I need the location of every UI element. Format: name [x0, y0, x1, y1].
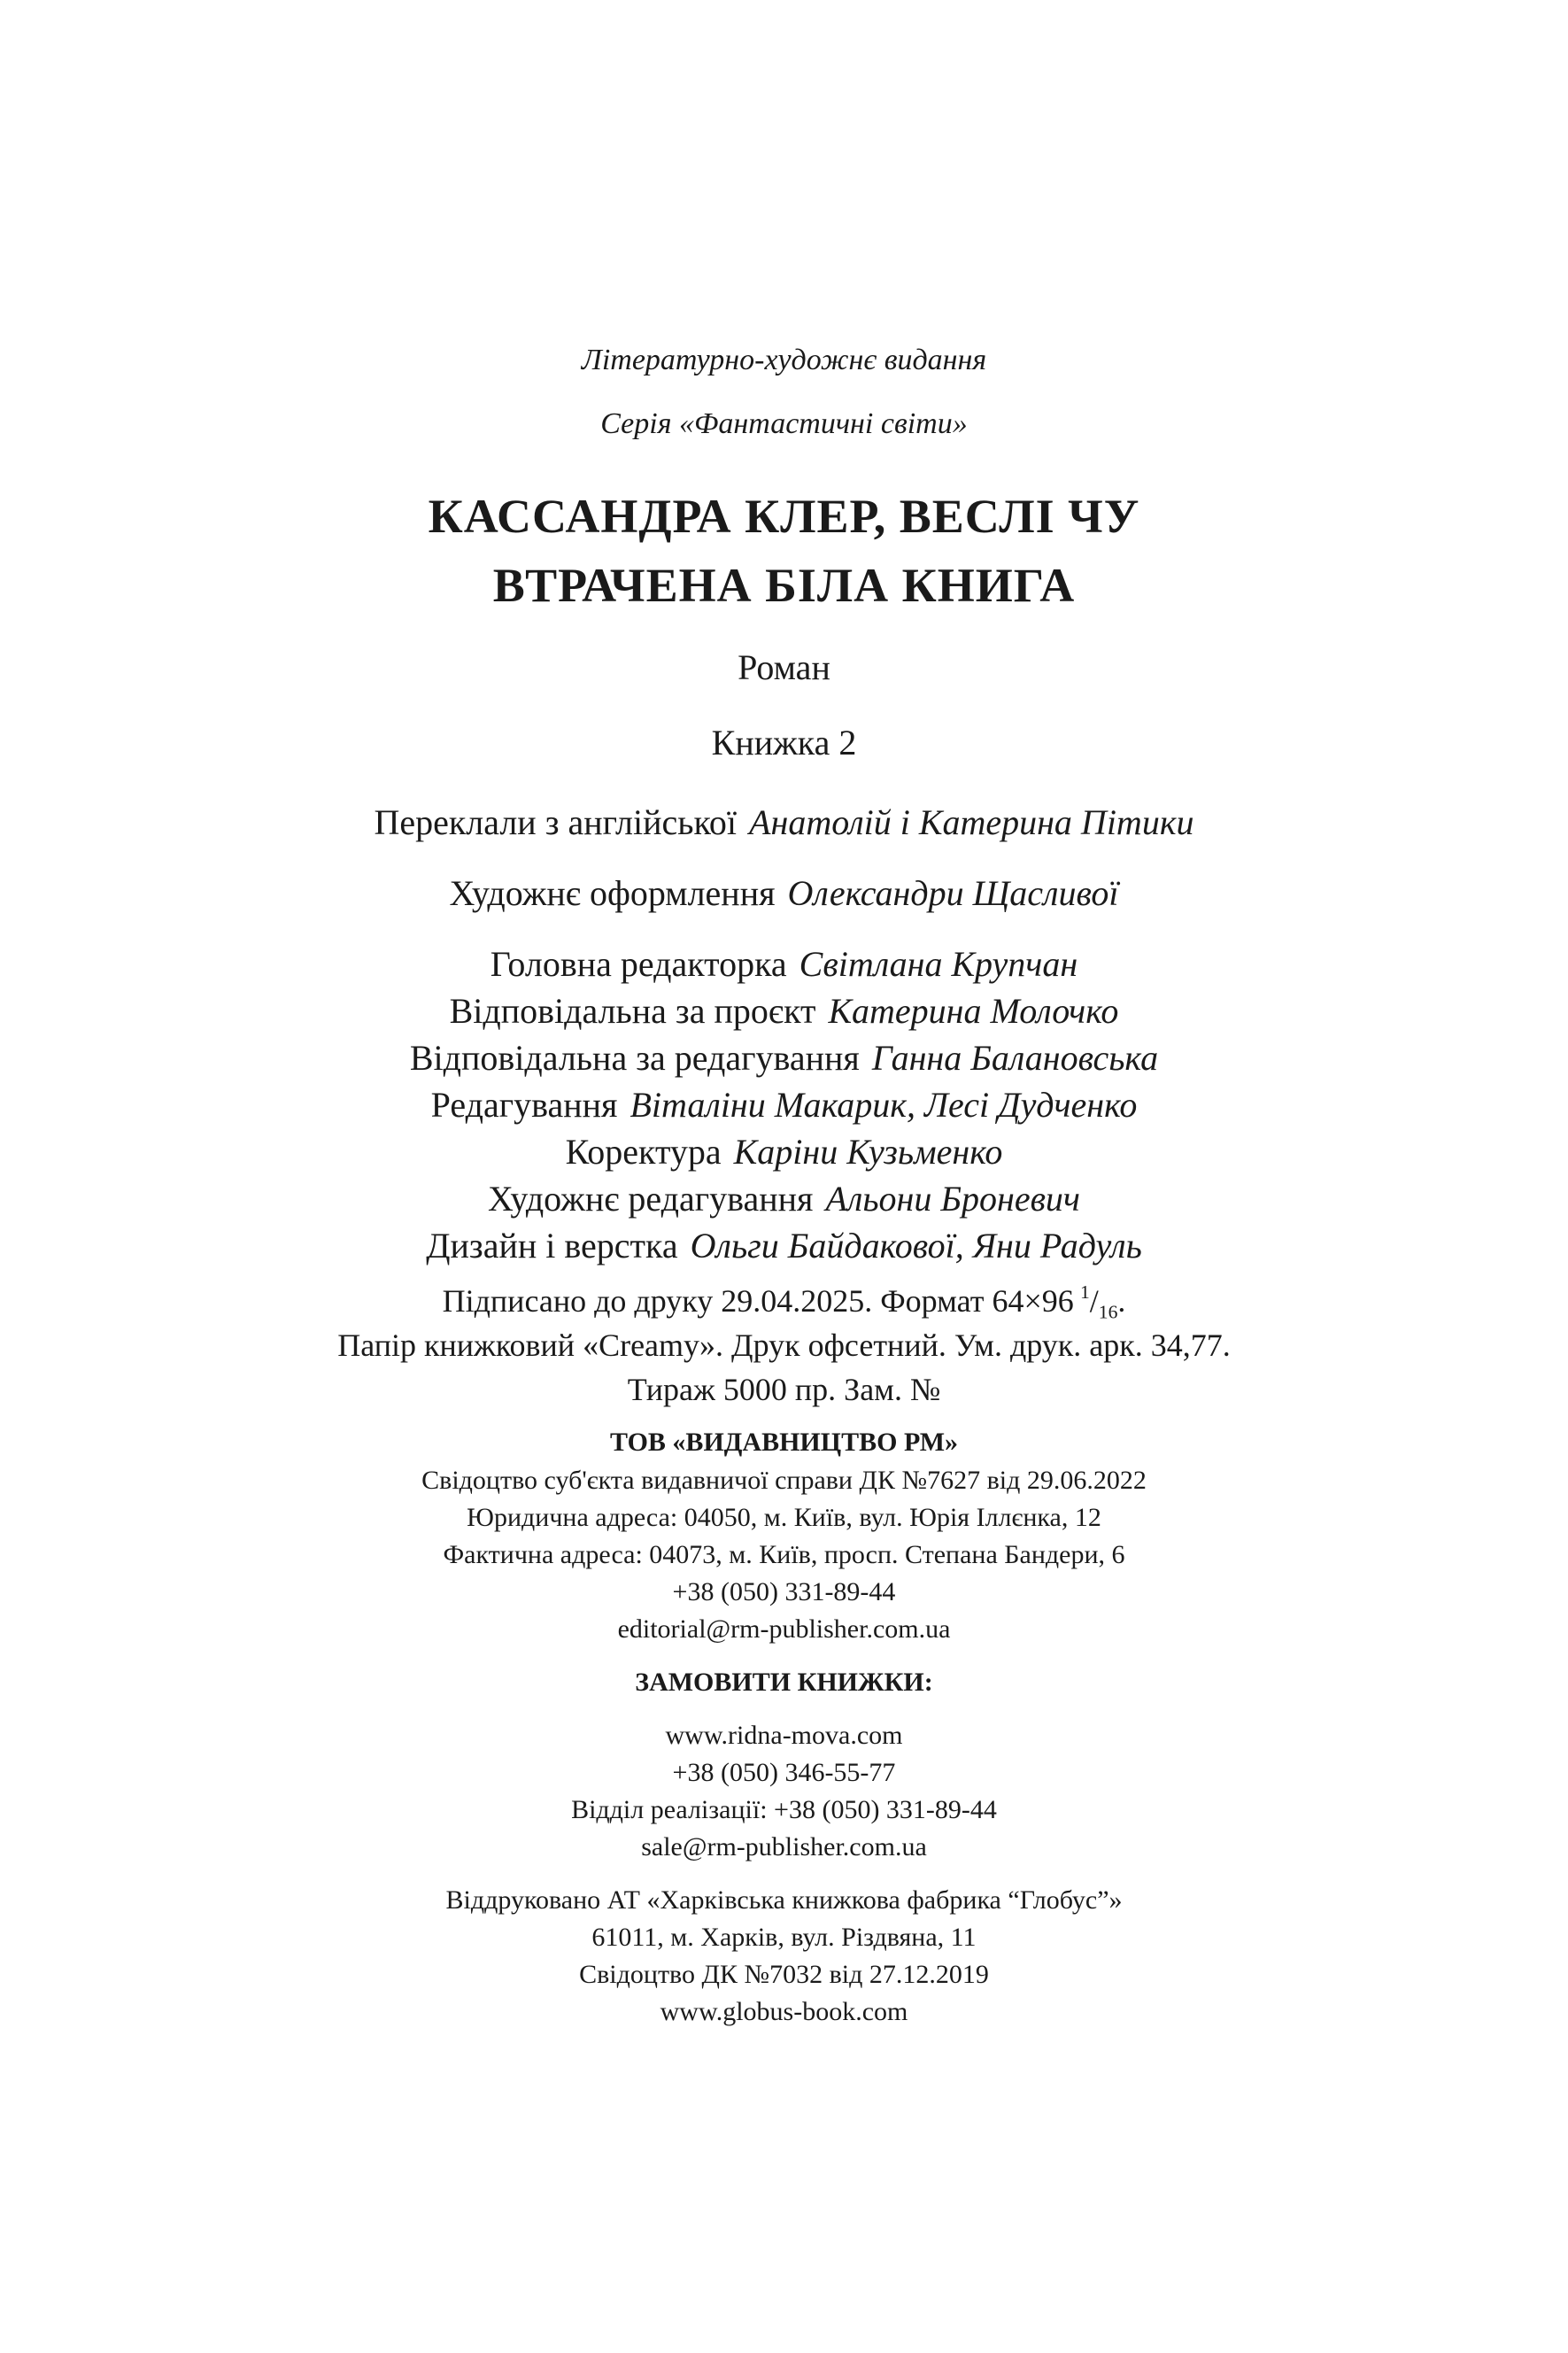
printer-certificate: Свідоцтво ДК №7032 від 27.12.2019: [579, 1960, 989, 1989]
staff-credit: [0, 990, 1568, 1032]
staff-label: Художнє редагування: [487, 1179, 814, 1219]
staff-label: Коректура: [565, 1132, 722, 1172]
staff-names: Ганна Балановська: [871, 1038, 1159, 1078]
edition-type: Літературно-художнє видання: [581, 344, 987, 376]
staff-credit: [0, 1084, 1568, 1126]
staff-names: Катерина Молочко: [828, 991, 1119, 1031]
printer-address: 61011, м. Харків, вул. Різдвяна, 11: [591, 1923, 977, 1952]
print-specs-line-1: Підписано до друку 29.04.2025. Формат 64×96 $^1/_{16}$.: [442, 1281, 1126, 1323]
publisher-phone: +38 (050) 331-89-44: [672, 1577, 896, 1606]
print-run: Тираж 5000 пр. Зам. №: [627, 1372, 941, 1407]
art-design-credit: [0, 872, 1568, 914]
orders-sales-phone: Відділ реалізації: +38 (050) 331-89-44: [571, 1795, 997, 1824]
orders-email: sale@rm-publisher.com.ua: [641, 1832, 927, 1862]
printer-name: Віддруковано АТ «Харківська книжкова фабрика “Глобус”»: [445, 1885, 1123, 1915]
staff-names: Альони Броневич: [825, 1179, 1081, 1219]
staff-label: Головна редакторка: [490, 944, 787, 984]
art-design-names: Олександри Щасливої: [787, 873, 1119, 913]
staff-credit: [0, 1225, 1568, 1266]
publisher-actual-address: Фактична адреса: 04073, м. Київ, просп. Степана Бандери, 6: [443, 1540, 1125, 1569]
staff-names: Каріни Кузьменко: [733, 1132, 1003, 1172]
staff-credit: [0, 943, 1568, 985]
orders-website: www.ridna-mova.com: [665, 1721, 903, 1750]
staff-names: Світлана Крупчан: [799, 944, 1078, 984]
art-design-label: Художнє оформлення: [449, 873, 776, 913]
orders-heading: ЗАМОВИТИ КНИЖКИ:: [635, 1668, 933, 1697]
translators-names: Анатолій і Катерина Пітики: [749, 802, 1194, 842]
translators-label: Переклали з англійської: [374, 802, 738, 842]
staff-label: Редагування: [430, 1085, 618, 1125]
publisher-certificate: Свідоцтво суб'єкта видавничої справи ДК №7627 від 29.06.2022: [421, 1466, 1147, 1495]
staff-label: Дизайн і верстка: [426, 1226, 678, 1266]
print-specs-line-2: Папір книжковий «Creamy». Друк офсетний. Ум. друк. арк. 34,77.: [337, 1327, 1231, 1363]
volume-number: Книжка 2: [711, 723, 857, 762]
printer-website: www.globus-book.com: [660, 1997, 908, 2026]
staff-credit: [0, 1178, 1568, 1219]
book-title: ВТРАЧЕНА БІЛА КНИГА: [492, 559, 1076, 612]
book-authors: КАССАНДРА КЛЕР, ВЕСЛІ ЧУ: [428, 490, 1140, 543]
format-numerator: 1: [1079, 1281, 1090, 1303]
format-end: .: [1117, 1283, 1126, 1319]
signed-and-format: Підписано до друку 29.04.2025. Формат 64×96: [442, 1283, 1074, 1319]
staff-names: Віталіни Макарик, Лесі Дудченко: [630, 1085, 1138, 1125]
publisher-name: ТОВ «ВИДАВНИЦТВО РМ»: [609, 1428, 959, 1457]
translators-credit: [0, 801, 1568, 843]
staff-label: Відповідальна за проєкт: [449, 991, 816, 1031]
genre: Роман: [738, 647, 830, 687]
staff-label: Відповідальна за редагування: [409, 1038, 860, 1078]
staff-credit: [0, 1131, 1568, 1173]
publisher-legal-address: Юридична адреса: 04050, м. Київ, вул. Юрія Іллєнка, 12: [467, 1503, 1101, 1532]
format-denominator: 16: [1098, 1301, 1118, 1323]
publisher-email: editorial@rm-publisher.com.ua: [617, 1614, 951, 1644]
staff-credit: [0, 1037, 1568, 1079]
series-name: Серія «Фантастичні світи»: [600, 407, 968, 440]
staff-names: Ольги Байдакової, Яни Радуль: [690, 1226, 1142, 1266]
orders-phone: +38 (050) 346-55-77: [672, 1758, 896, 1787]
